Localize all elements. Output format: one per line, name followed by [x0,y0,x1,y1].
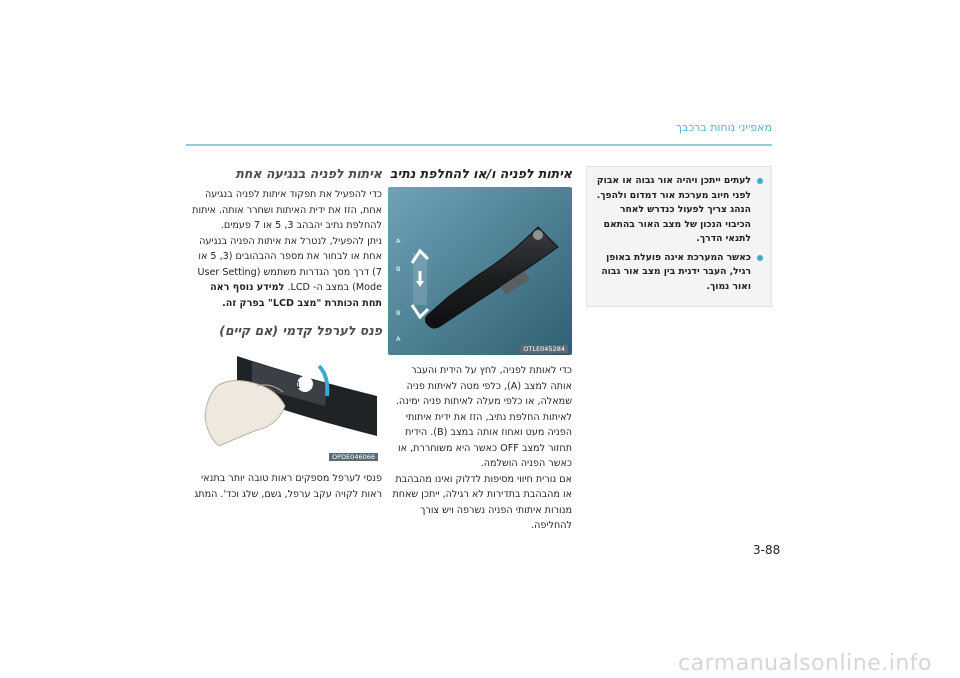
lcd-mode-reference: למידע נוסף ראה תחת הכותרת "מצב LCD" בפרק זה. [210,282,382,309]
position-label-b: B [396,309,401,317]
one-touch-paragraph-1: כדי להפעיל את תפקוד איתות לפניה בנגיעה אחת, הזז את ידית האיתות ושחרר אותה. איתות להחלפת נתיב יהבהב 3, 5 או 7 פעמים. [192,189,382,231]
front-fog-paragraph: פנסי לערפל מספקים ראות טובה יותר בתנאי ראות לקויה עקב ערפל, גשם, שלג וכד'. המתג [194,473,382,500]
bullet-icon [757,255,763,261]
info-bullet-text: כאשר המערכת אינה פועלת באופן רגיל, העבר ידנית בין מצב אור גבוה ואור נמוך. [601,251,751,292]
position-label-b: B [396,265,401,273]
turn-signal-paragraph-1: כדי לאותת לפניה, לחץ על הידית והעבר אותה למצב (A), כלפי מטה לאיתות פניה שמאלה, או כלפי מעלה לאיתות פניה ימינה. לאיתות החלפת נתיב, הזז את ידית איתותי הפניה מעט ואחוז אותה במצב (B). הידית תחזור למצב OFF כאשר היא משוחררת, או כאשר הפניה הושלמה. [395,365,572,469]
turn-signal-paragraph-2: אם נורית חיווי מסיפות לדלוק ואינו מהבהבת או מהבהבת בתדירות לא רגילה, ייתכן שאחת מנורות איתותי הפניה נשרפה ויש צורך להחליפה. [392,473,572,531]
info-bullet-2 [595,251,763,295]
figure-code: OTLE045284 [520,345,568,353]
info-column [586,166,772,307]
one-touch-heading: איתות לפניה בנגיעה אחת [235,166,382,181]
turn-signal-stalk-illustration [388,187,572,355]
page-number: 3-88 [753,543,781,557]
info-box [586,166,772,307]
turn-signal-figure [388,187,572,355]
svg-text:1: 1 [295,381,301,391]
turn-signal-column [388,166,572,534]
figure-code: OPDE046066 [329,453,378,461]
position-label-a: A [396,237,401,245]
fog-lamp-switch-illustration [197,346,382,463]
info-bullet-1 [595,174,763,247]
bullet-icon [757,178,763,184]
position-label-a: A [396,335,401,343]
one-touch-paragraph-2-text: ניתן להפעיל, לנטרל את איתות הפניה בנגיעה אחת או לבחור את מספר ההבהובים (3, 5 או 7) דרך מסך הגדרות משתמש (User Setting Mode) במצב ה- LCD. [197,235,382,293]
one-touch-column [192,166,382,502]
header-divider [186,144,772,146]
front-fog-heading: פנס לערפל קדמי (אם קיים) [219,323,382,338]
turn-signal-heading: איתות לפניה ו/או להחלפת נתיב [389,166,572,181]
info-bullet-text: לעתים ייתכן ויהיה אור גבוה או אבוק לפני חיוב מערכת אור דמדום ולהפך. הנהג צריך לפעול כנדרש לאחר הכיבוי הנכון של מצב האור בהתאם לתנאי הדרך. [596,175,751,244]
front-fog-figure [197,346,382,463]
section-title: מאפייני נוחות ברכבך [676,121,772,134]
one-touch-paragraph-2 [192,234,382,312]
watermark: carmanualsonline.info [678,651,932,676]
